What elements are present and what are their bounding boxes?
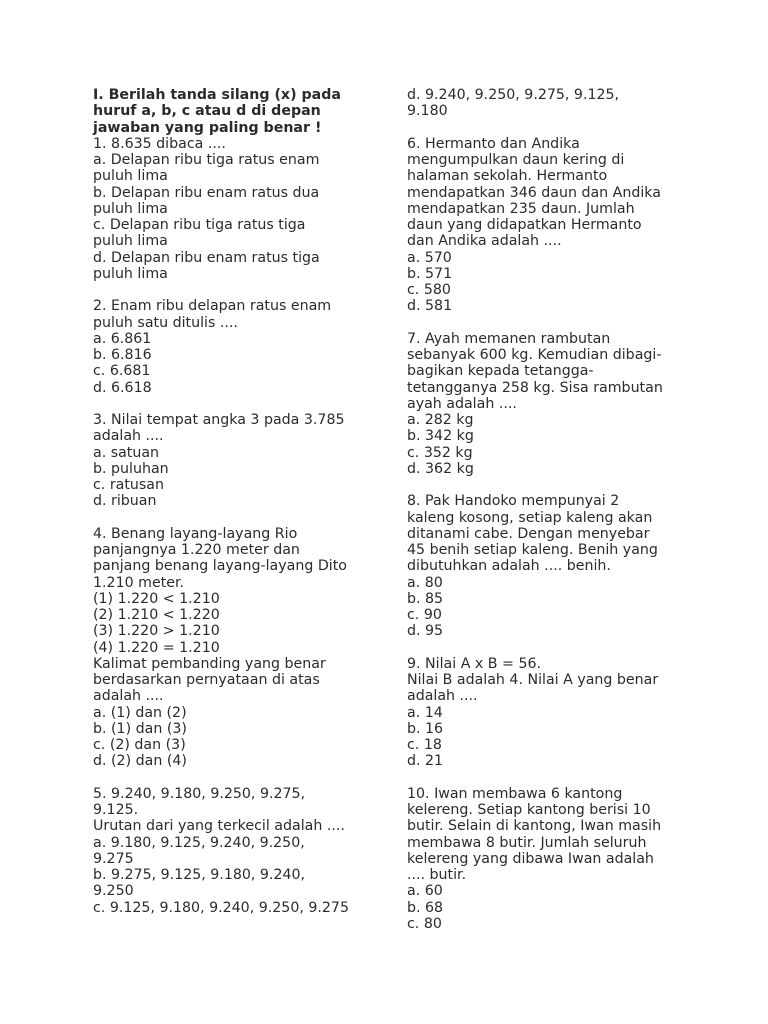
text-line: dan Andika adalah .... [407,233,562,250]
text-line: kelereng. Setiap kantong berisi 10 [407,802,651,818]
text-line: a. 282 kg [407,412,474,428]
text-line: membawa 8 butir. Jumlah seluruh [407,834,647,851]
text-line: mendapatkan 346 daun dan Andika [407,184,661,201]
text-line: a. (1) dan (2) [93,704,187,721]
text-line: a. 6.861 [93,330,152,347]
text-line: puluh lima [93,265,168,282]
text-line: ayah adalah .... [407,395,517,412]
block-gap [407,477,697,493]
block-gap [93,396,378,412]
text-line: 9.275 [93,850,134,867]
text-line: sebanyak 600 kg. Kemudian dibagi- [407,347,662,363]
question-q1 [93,136,378,282]
text-line: d. 581 [407,298,453,315]
text-line: c. 90 [407,607,442,623]
text-line: puluh satu ditulis .... [93,314,238,331]
block-gap [407,120,697,136]
text-line: kelereng yang dibawa Iwan adalah [407,850,654,867]
text-line: jawaban yang paling benar ! [93,119,322,136]
text-line: mendapatkan 235 daun. Jumlah [407,200,635,217]
text-line: panjang benang layang-layang Dito [93,558,347,575]
text-line: bagikan kepada tetangga- [407,363,594,380]
text-line: d. 9.240, 9.250, 9.275, 9.125, [407,87,620,103]
question-q7 [407,331,697,477]
text-line: 1. 8.635 dibaca .... [93,135,226,152]
text-line: 1.210 meter. [93,574,185,591]
instruction-heading [93,87,378,136]
text-line: d. ribuan [93,493,157,510]
text-line: 4. Benang layang-layang Rio [93,525,298,542]
text-line: ditanami cabe. Dengan menyebar [407,525,650,542]
text-line: a. 60 [407,883,443,900]
text-line: adalah .... [93,688,164,705]
text-line: Nilai B adalah 4. Nilai A yang benar [407,672,659,688]
text-line: puluh lima [93,168,168,185]
text-line: 9. Nilai A x B = 56. [407,655,542,672]
text-line: a. 570 [407,249,452,266]
block-gap [407,315,697,331]
text-line: dibutuhkan adalah .... benih. [407,558,611,575]
text-line: b. 6.816 [93,347,152,363]
text-line: c. 80 [407,915,442,932]
text-line: adalah .... [93,428,164,445]
question-q5-cont [407,87,697,120]
text-line: c. 580 [407,282,451,298]
question-q6 [407,136,697,315]
text-line: .... butir. [407,867,467,883]
text-line: (1) 1.220 < 1.210 [93,590,220,607]
question-q4 [93,526,378,770]
text-line: adalah .... [407,688,478,705]
text-line: c. 352 kg [407,444,473,461]
right-column [407,87,697,932]
text-line: 8. Pak Handoko mempunyai 2 [407,493,620,510]
text-line: 3. Nilai tempat angka 3 pada 3.785 [93,412,345,428]
text-line: (2) 1.210 < 1.220 [93,607,220,623]
text-line: 5. 9.240, 9.180, 9.250, 9.275, [93,785,306,802]
text-line: puluh lima [93,233,168,250]
text-line: d. 6.618 [93,379,152,396]
block-gap [407,770,697,786]
text-line: I. Berilah tanda silang (x) pada [93,87,341,103]
text-line: 45 benih setiap kaleng. Benih yang [407,542,658,558]
text-line: b. 68 [407,899,444,916]
question-q9 [407,656,697,770]
text-line: d. Delapan ribu enam ratus tiga [93,249,320,266]
text-line: 9.125. [93,802,139,818]
text-line: mengumpulkan daun kering di [407,152,625,168]
text-line: b. puluhan [93,460,169,477]
text-line: 6. Hermanto dan Andika [407,135,580,152]
question-q10 [407,786,697,932]
text-line: 2. Enam ribu delapan ratus enam [93,298,332,315]
text-line: b. 342 kg [407,428,474,445]
text-line: b. Delapan ribu enam ratus dua [93,184,320,201]
text-line: d. (2) dan (4) [93,753,187,770]
block-gap [407,640,697,656]
question-q3 [93,412,378,510]
text-line: a. Delapan ribu tiga ratus enam [93,152,320,168]
block-gap [93,510,378,526]
text-line: panjangnya 1.220 meter dan [93,542,300,558]
text-line: b. 571 [407,265,453,282]
text-line: halaman sekolah. Hermanto [407,168,608,185]
text-line: d. 362 kg [407,460,474,477]
text-line: tetangganya 258 kg. Sisa rambutan [407,379,663,396]
question-q2 [93,298,378,396]
text-line: Urutan dari yang terkecil adalah .... [93,818,345,835]
text-line: huruf a, b, c atau d di depan [93,103,321,120]
text-line: b. 85 [407,590,444,607]
text-line: (3) 1.220 > 1.210 [93,623,220,640]
text-line: c. ratusan [93,477,164,493]
text-line: c. (2) dan (3) [93,737,186,753]
text-line: butir. Selain di kantong, Iwan masih [407,818,662,835]
text-line: 7. Ayah memanen rambutan [407,330,611,347]
text-line: a. satuan [93,444,160,461]
question-q8 [407,493,697,639]
text-line: daun yang didapatkan Hermanto [407,217,642,233]
text-line: c. 18 [407,737,442,753]
text-line: puluh lima [93,200,168,217]
left-column [93,87,378,916]
text-line: b. 16 [407,720,444,737]
block-gap [93,282,378,298]
text-line: Kalimat pembanding yang benar [93,655,326,672]
text-line: a. 80 [407,574,443,591]
text-line: kaleng kosong, setiap kaleng akan [407,509,653,526]
text-line: b. (1) dan (3) [93,720,187,737]
text-line: d. 21 [407,753,444,770]
text-line: 9.250 [93,883,134,900]
text-line: a. 14 [407,704,443,721]
text-line: berdasarkan pernyataan di atas [93,672,320,688]
text-line: c. 6.681 [93,363,151,380]
text-line: d. 95 [407,623,444,640]
question-q5 [93,786,378,916]
text-line: (4) 1.220 = 1.210 [93,639,220,656]
text-line: c. 9.125, 9.180, 9.240, 9.250, 9.275 [93,899,349,916]
text-line: 9.180 [407,103,448,120]
block-gap [93,770,378,786]
text-line: b. 9.275, 9.125, 9.180, 9.240, [93,867,306,883]
text-line: 10. Iwan membawa 6 kantong [407,785,623,802]
text-line: c. Delapan ribu tiga ratus tiga [93,217,306,233]
text-line: a. 9.180, 9.125, 9.240, 9.250, [93,834,305,851]
